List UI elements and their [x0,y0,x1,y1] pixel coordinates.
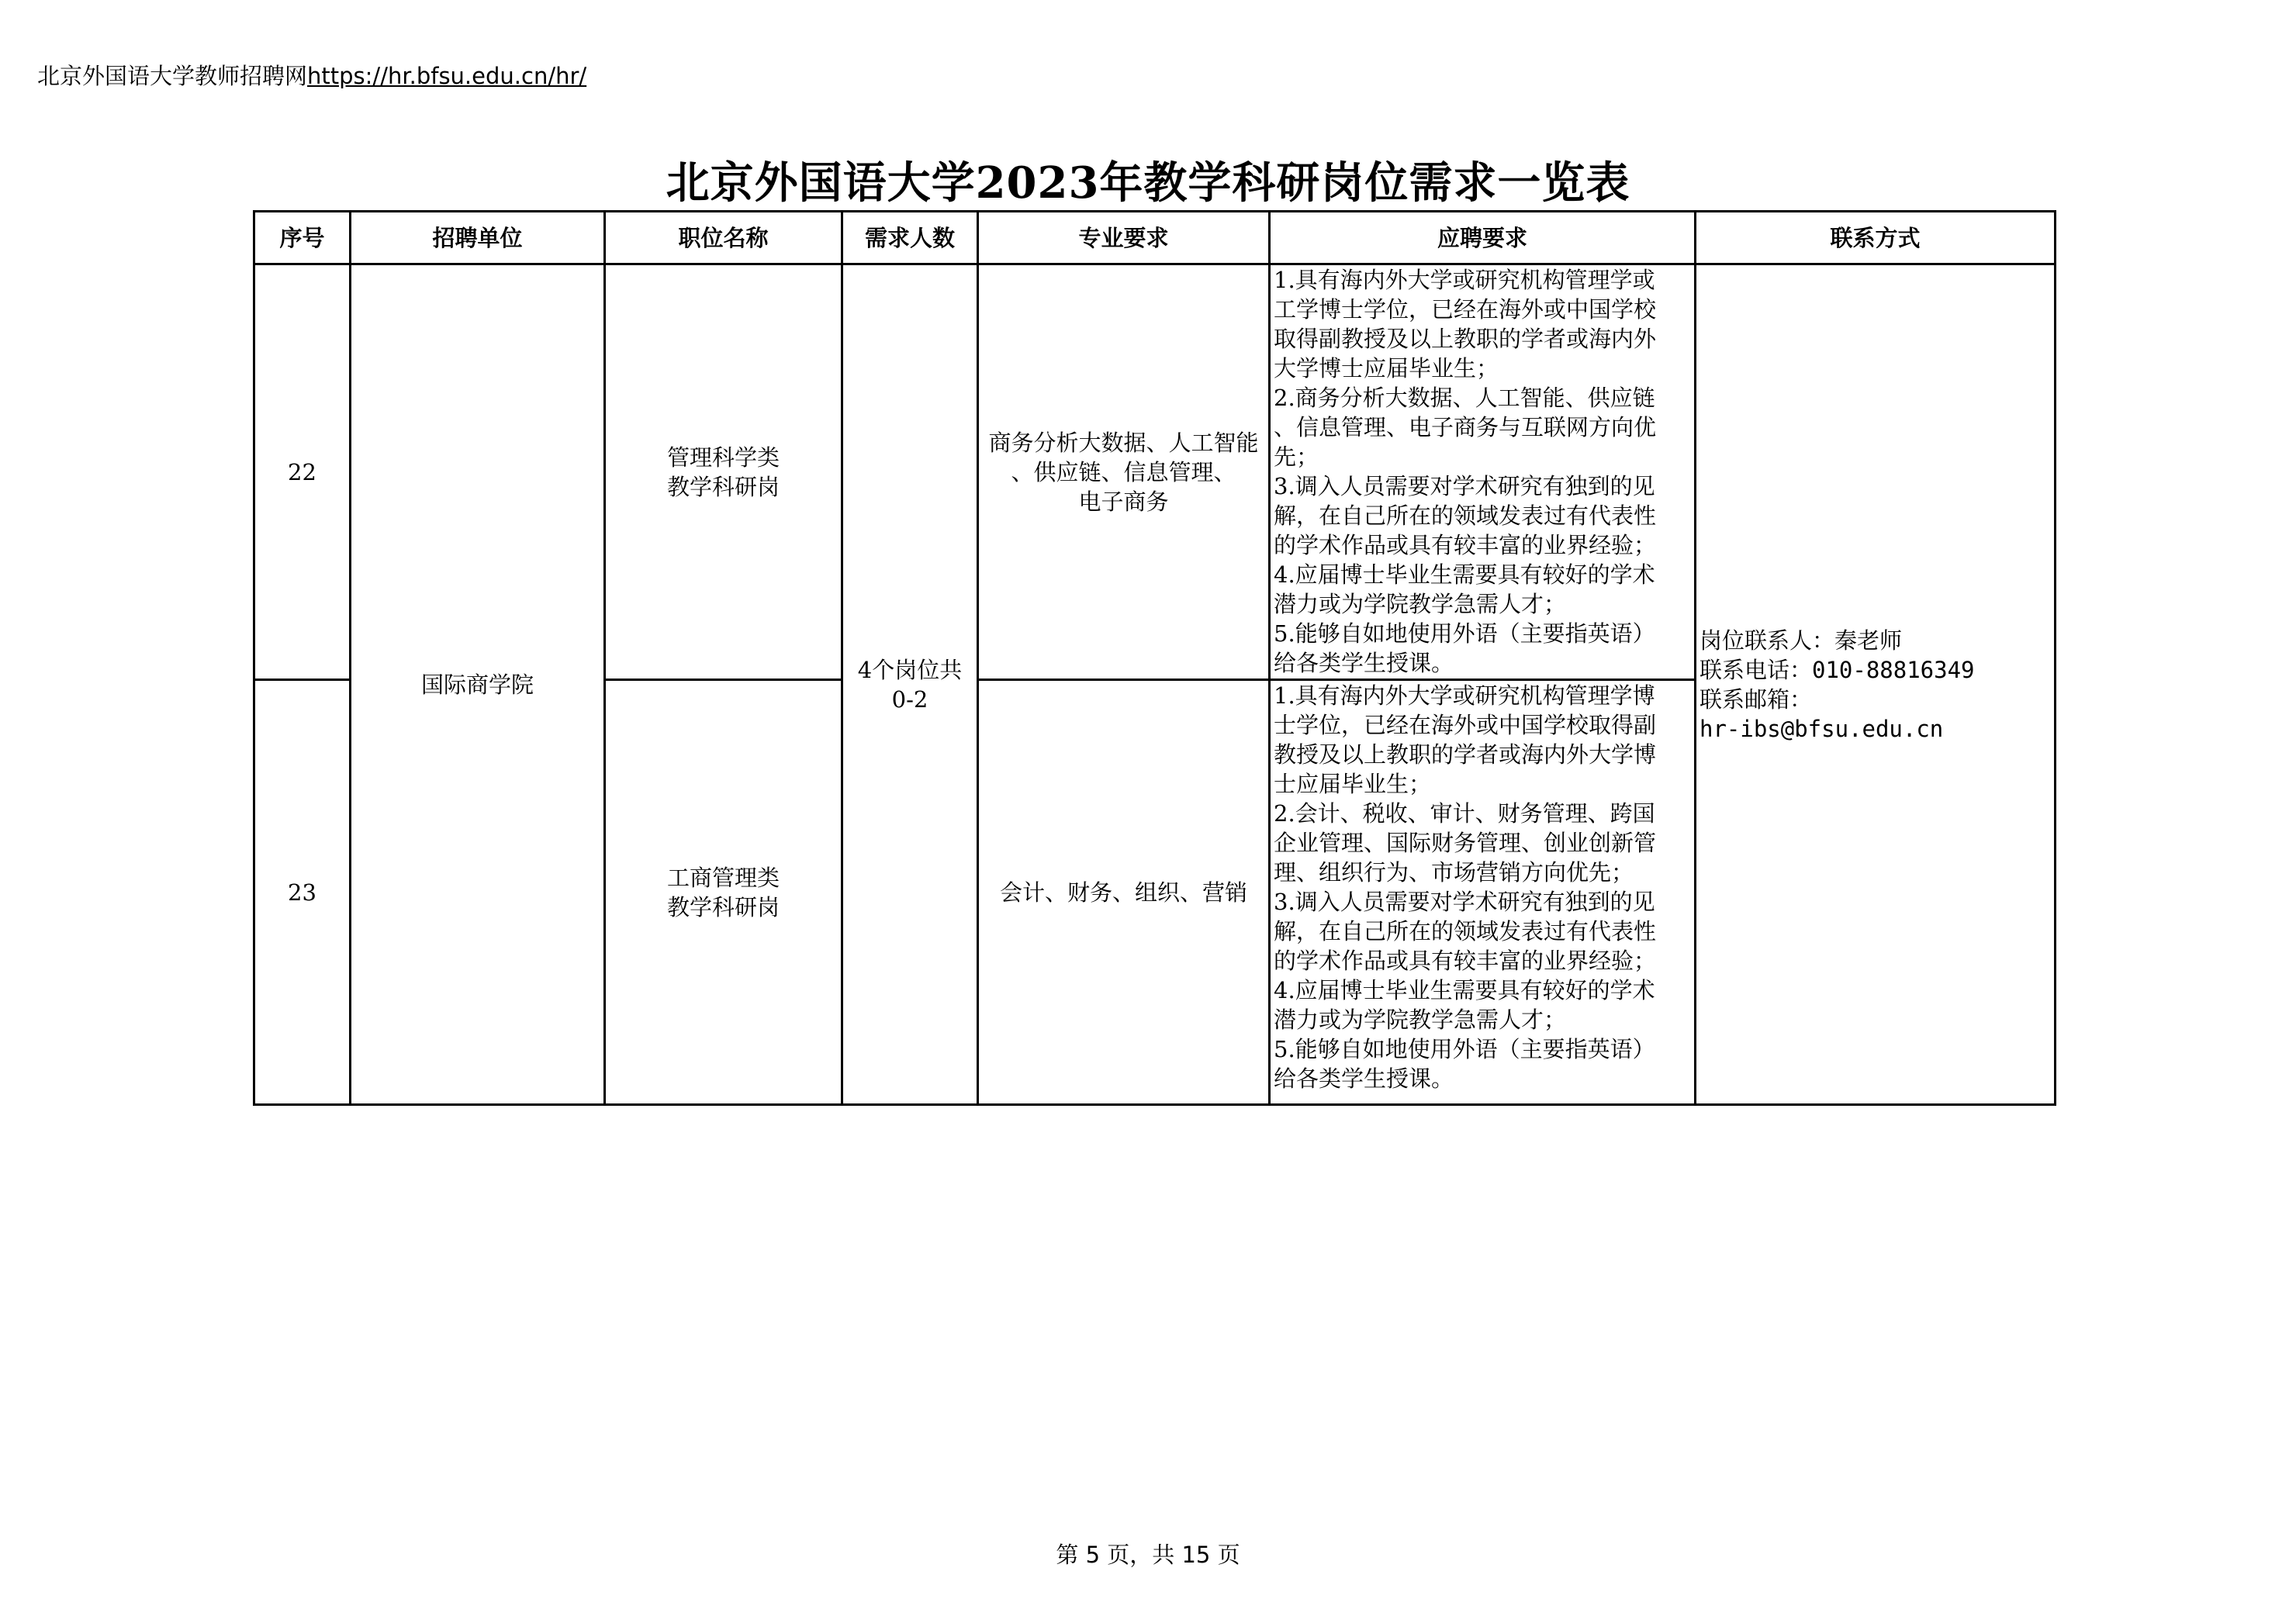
requirement-line: 解，在自己所在的领域发表过有代表性 [1274,502,1657,529]
row-number: 22 [254,264,351,680]
requirement-line: 3.调入人员需要对学术研究有独到的见 [1274,473,1655,499]
major-line: 电子商务 [1078,488,1169,515]
requirement-line: 企业管理、国际财务管理、创业创新管 [1274,830,1657,856]
table-header-row [254,212,2056,264]
position-line: 工商管理类 [666,864,780,891]
position-name [605,264,842,680]
position-line: 管理科学类 [666,444,780,471]
major-line: 、供应链、信息管理、 [1011,458,1236,485]
row-number: 23 [254,680,351,1105]
major-line: 会计、财务、组织、营销 [999,879,1247,906]
major-requirement [978,680,1270,1105]
contact-phone: 联系电话：010-88816349 [1700,656,1975,683]
requirement-line: 解，在自己所在的领域发表过有代表性 [1274,918,1657,944]
requirement-line: 工学博士学位，已经在海外或中国学校 [1274,296,1657,323]
requirement-line: 给各类学生授课。 [1274,650,1454,676]
site-name: 北京外国语大学教师招聘网 [37,63,308,89]
recruiting-unit: 国际商学院 [351,264,605,1105]
requirement-line: 5.能够自如地使用外语（主要指英语） [1274,620,1655,647]
job-table [253,210,2056,1106]
requirement-line: 1.具有海内外大学或研究机构管理学博 [1274,682,1655,709]
requirement-line: 4.应届博士毕业生需要具有较好的学术 [1274,977,1655,1003]
col-header-major: 专业要求 [978,212,1270,264]
site-url-link[interactable]: https://hr.bfsu.edu.cn/hr/ [307,63,587,89]
position-name [605,680,842,1105]
headcount-line: 0-2 [891,685,928,713]
requirement-line: 2.商务分析大数据、人工智能、供应链 [1274,385,1655,411]
position-line: 教学科研岗 [666,893,780,920]
requirement-line: 3.调入人员需要对学术研究有独到的见 [1274,889,1655,915]
requirement-line: 潜力或为学院教学急需人才； [1274,591,1567,617]
position-line: 教学科研岗 [666,473,780,500]
major-requirement [978,264,1270,680]
requirement-line: 士应届毕业生； [1274,771,1432,797]
requirement-line: 5.能够自如地使用外语（主要指英语） [1274,1036,1655,1062]
headcount-line: 4个岗位共 [857,656,963,683]
application-requirements [1270,680,1696,1105]
requirement-line: 大学博士应届毕业生； [1274,355,1499,382]
col-header-no: 序号 [254,212,351,264]
requirement-line: 的学术作品或具有较丰富的业界经验； [1274,532,1657,558]
col-header-requirements: 应聘要求 [1270,212,1696,264]
col-header-unit: 招聘单位 [351,212,605,264]
contact-person: 岗位联系人：秦老师 [1700,627,1903,654]
requirement-line: 2.会计、税收、审计、财务管理、跨国 [1274,800,1655,827]
contact-email: hr-ibs@bfsu.edu.cn [1700,715,1944,742]
application-requirements [1270,264,1696,680]
page-number: 第 5 页，共 15 页 [1056,1542,1240,1568]
requirement-line: 教授及以上教职的学者或海内外大学博 [1274,741,1657,768]
col-header-position: 职位名称 [605,212,842,264]
requirement-line: 的学术作品或具有较丰富的业界经验； [1274,948,1657,974]
requirement-line: 给各类学生授课。 [1274,1065,1454,1092]
page-header [37,59,586,91]
major-line: 商务分析大数据、人工智能 [988,429,1259,456]
requirement-line: 潜力或为学院教学急需人才； [1274,1007,1567,1033]
requirement-line: 、信息管理、电子商务与互联网方向优 [1274,414,1657,440]
requirement-line: 理、组织行为、市场营销方向优先； [1274,859,1634,886]
requirement-line: 4.应届博士毕业生需要具有较好的学术 [1274,561,1655,588]
requirement-line: 先； [1274,444,1319,470]
table-row [254,264,2056,680]
requirement-line: 士学位，已经在海外或中国学校取得副 [1274,712,1657,738]
document-title: 北京外国语大学2023年教学科研岗位需求一览表 [666,157,1630,209]
requirement-line: 取得副教授及以上教职的学者或海内外 [1274,326,1657,352]
col-header-contact: 联系方式 [1696,212,2056,264]
headcount [842,264,978,1105]
requirement-line: 1.具有海内外大学或研究机构管理学或 [1274,267,1655,293]
contact-info [1696,264,2056,1105]
col-header-headcount: 需求人数 [842,212,978,264]
contact-email-label: 联系邮箱： [1700,685,1813,713]
